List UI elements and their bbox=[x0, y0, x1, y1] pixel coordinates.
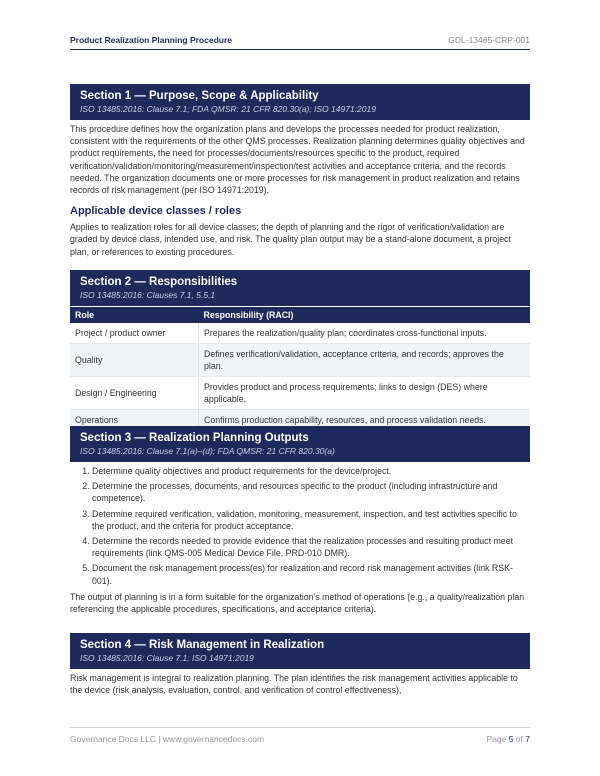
list-item: 2. Determine the processes, documents, and resources specific to the product (including infrastructure and competence). bbox=[92, 480, 530, 504]
role-cell: Quality bbox=[70, 344, 199, 377]
section-4-banner bbox=[70, 633, 530, 669]
list-item: 5. Document the risk management process(es) for realization and record risk management activities (link RSK-001). bbox=[92, 562, 530, 586]
list-item: 4. Determine the records needed to provide evidence that the realization processes and resulting product meet requirements (link QMS-005 Medical Device File, PRD-010 DMR). bbox=[92, 535, 530, 559]
column-header-role: Role bbox=[70, 307, 199, 324]
running-footer bbox=[70, 727, 530, 744]
table-row bbox=[70, 323, 530, 344]
responsibility-cell: Provides product and process requirements; links to design (DES) where applicable. bbox=[199, 377, 531, 410]
applicable-classes-heading: Applicable device classes / roles bbox=[70, 205, 242, 218]
document-title: Product Realization Planning Procedure bbox=[70, 35, 232, 45]
role-cell: Project / product owner bbox=[70, 323, 199, 344]
page-of: of bbox=[515, 734, 523, 744]
page-number bbox=[486, 734, 530, 744]
responsibility-cell: Confirms production capability, resources, and process validation needs. bbox=[199, 410, 531, 431]
section-3-closing: The output of planning is in a form suitable for the organization’s method of operations (e.g., a quality/realization plan referencing the applicable procedures, specifications, and acceptance criteria). bbox=[70, 591, 525, 615]
planning-outputs-list bbox=[70, 465, 530, 587]
role-cell: Operations bbox=[70, 410, 199, 431]
section-3-heading: Section 3 — Realization Planning Outputs bbox=[80, 432, 309, 444]
section-3 bbox=[70, 426, 530, 615]
section-1-banner bbox=[70, 84, 530, 120]
table-row bbox=[70, 344, 530, 377]
list-item: 3. Determine required verification, validation, monitoring, measurement, inspection, and test activities specific to the product, and the criteria for product acceptance. bbox=[92, 508, 530, 532]
footer-company: Governance Docs LLC | www.governancedocs.com bbox=[70, 734, 265, 744]
section-3-reference: ISO 13485:2016: Clause 7.1(a)–(d); FDA QMSR: 21 CFR 820.30(a) bbox=[80, 446, 335, 456]
column-header-responsibility: Responsibility (RACI) bbox=[199, 307, 531, 324]
applicable-classes-body: Applies to realization roles for all device classes; the depth of planning and the rigor of verification/validation are graded by device class, intended use, and risk. The quality plan output may be a stand-alone document, a project plan, or references to existing procedures. bbox=[70, 222, 511, 257]
section-3-banner bbox=[70, 426, 530, 462]
document-id: GDL-13485-CRP-001 bbox=[448, 35, 530, 45]
section-4 bbox=[70, 633, 530, 696]
section-1-reference: ISO 13485:2016: Clause 7.1; FDA QMSR: 21 CFR 820.30(a); ISO 14971:2019 bbox=[80, 104, 376, 114]
section-1-body: This procedure defines how the organization plans and develops the processes needed for product realization, consistent with the requirements of the other QMS processes. Realization planning determines quality objectives and product requirements, the need for processes/documents/resources specific to the product, required verification/validation/monitoring/measurement/inspection/test activities and acceptance criteria, and the records needed. The organization documents one or more processes for risk management in product realization and retains records of risk management (per ISO 14971:2019). bbox=[70, 124, 525, 196]
section-4-reference: ISO 13485:2016: Clause 7.1; ISO 14971:2019 bbox=[80, 653, 254, 663]
total-pages: 7 bbox=[525, 734, 530, 744]
role-cell: Design / Engineering bbox=[70, 377, 199, 410]
section-4-body: Risk management is integral to realization planning. The plan identifies the risk management activities applicable to the device (risk analysis, evaluation, control, and verification of control effectiveness), bbox=[70, 673, 518, 696]
section-1 bbox=[70, 84, 530, 258]
section-4-heading: Section 4 — Risk Management in Realization bbox=[80, 639, 325, 651]
section-2-heading: Section 2 — Responsibilities bbox=[80, 276, 238, 288]
section-2 bbox=[70, 270, 530, 431]
running-header bbox=[70, 35, 530, 50]
responsibilities-table bbox=[70, 306, 530, 431]
page-prefix: Page bbox=[486, 734, 507, 744]
list-item: 1. Determine quality objectives and product requirements for the device/project. bbox=[92, 465, 530, 477]
section-2-reference: ISO 13485:2016: Clauses 7.1, 5.5.1 bbox=[80, 290, 216, 300]
table-header-row bbox=[70, 307, 530, 324]
responsibility-cell: Prepares the realization/quality plan; coordinates cross-functional inputs. bbox=[199, 323, 531, 344]
responsibility-cell: Defines verification/validation, acceptance criteria, and records; approves the plan. bbox=[199, 344, 531, 377]
table-row bbox=[70, 377, 530, 410]
section-2-banner bbox=[70, 270, 530, 306]
current-page: 5 bbox=[508, 734, 514, 744]
section-1-heading: Section 1 — Purpose, Scope & Applicability bbox=[80, 90, 319, 102]
